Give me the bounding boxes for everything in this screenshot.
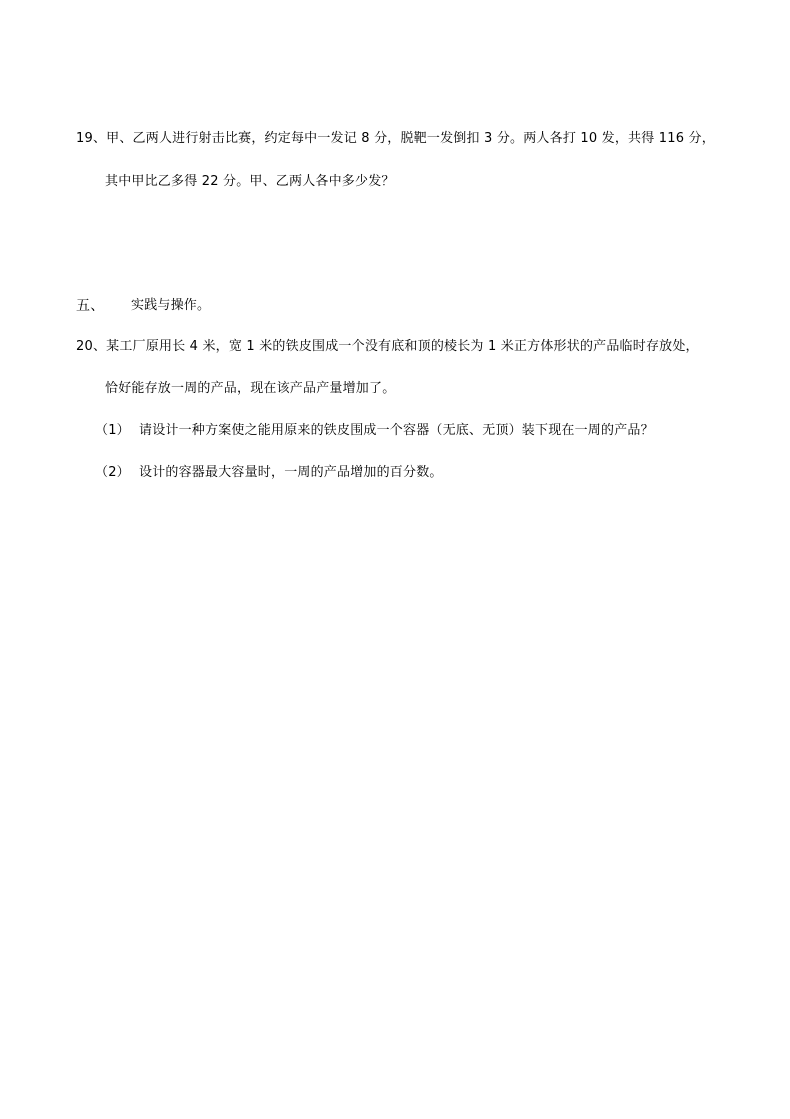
section-5-title: 实践与操作。 [131, 298, 211, 313]
question-20-line-2: 恰好能存放一周的产品，现在该产品产量增加了。 [105, 381, 396, 396]
question-19-line-2: 其中甲比乙多得 22 分。甲、乙两人各中多少发？ [105, 174, 395, 189]
question-20-sub-1-text: 请设计一种方案使之能用原来的铁皮围成一个容器（无底、无顶）装下现在一周的产品？ [139, 423, 654, 438]
question-20-sub-2-number: （2） [95, 465, 130, 480]
section-5-number: 五、 [76, 298, 105, 314]
question-20-line-1: 20、某工厂原用长 4 米，宽 1 米的铁皮围成一个没有底和顶的棱长为 1 米正方体形状的产品临时存放处， [76, 339, 699, 354]
question-19-line-1: 19、甲、乙两人进行射击比赛，约定每中一发记 8 分，脱靶一发倒扣 3 分。两人各打 10 发，共得 116 分， [76, 131, 715, 146]
question-20-sub-2-text: 设计的容器最大容量时，一周的产品增加的百分数。 [139, 465, 443, 480]
question-20-sub-1-number: （1） [95, 423, 130, 438]
